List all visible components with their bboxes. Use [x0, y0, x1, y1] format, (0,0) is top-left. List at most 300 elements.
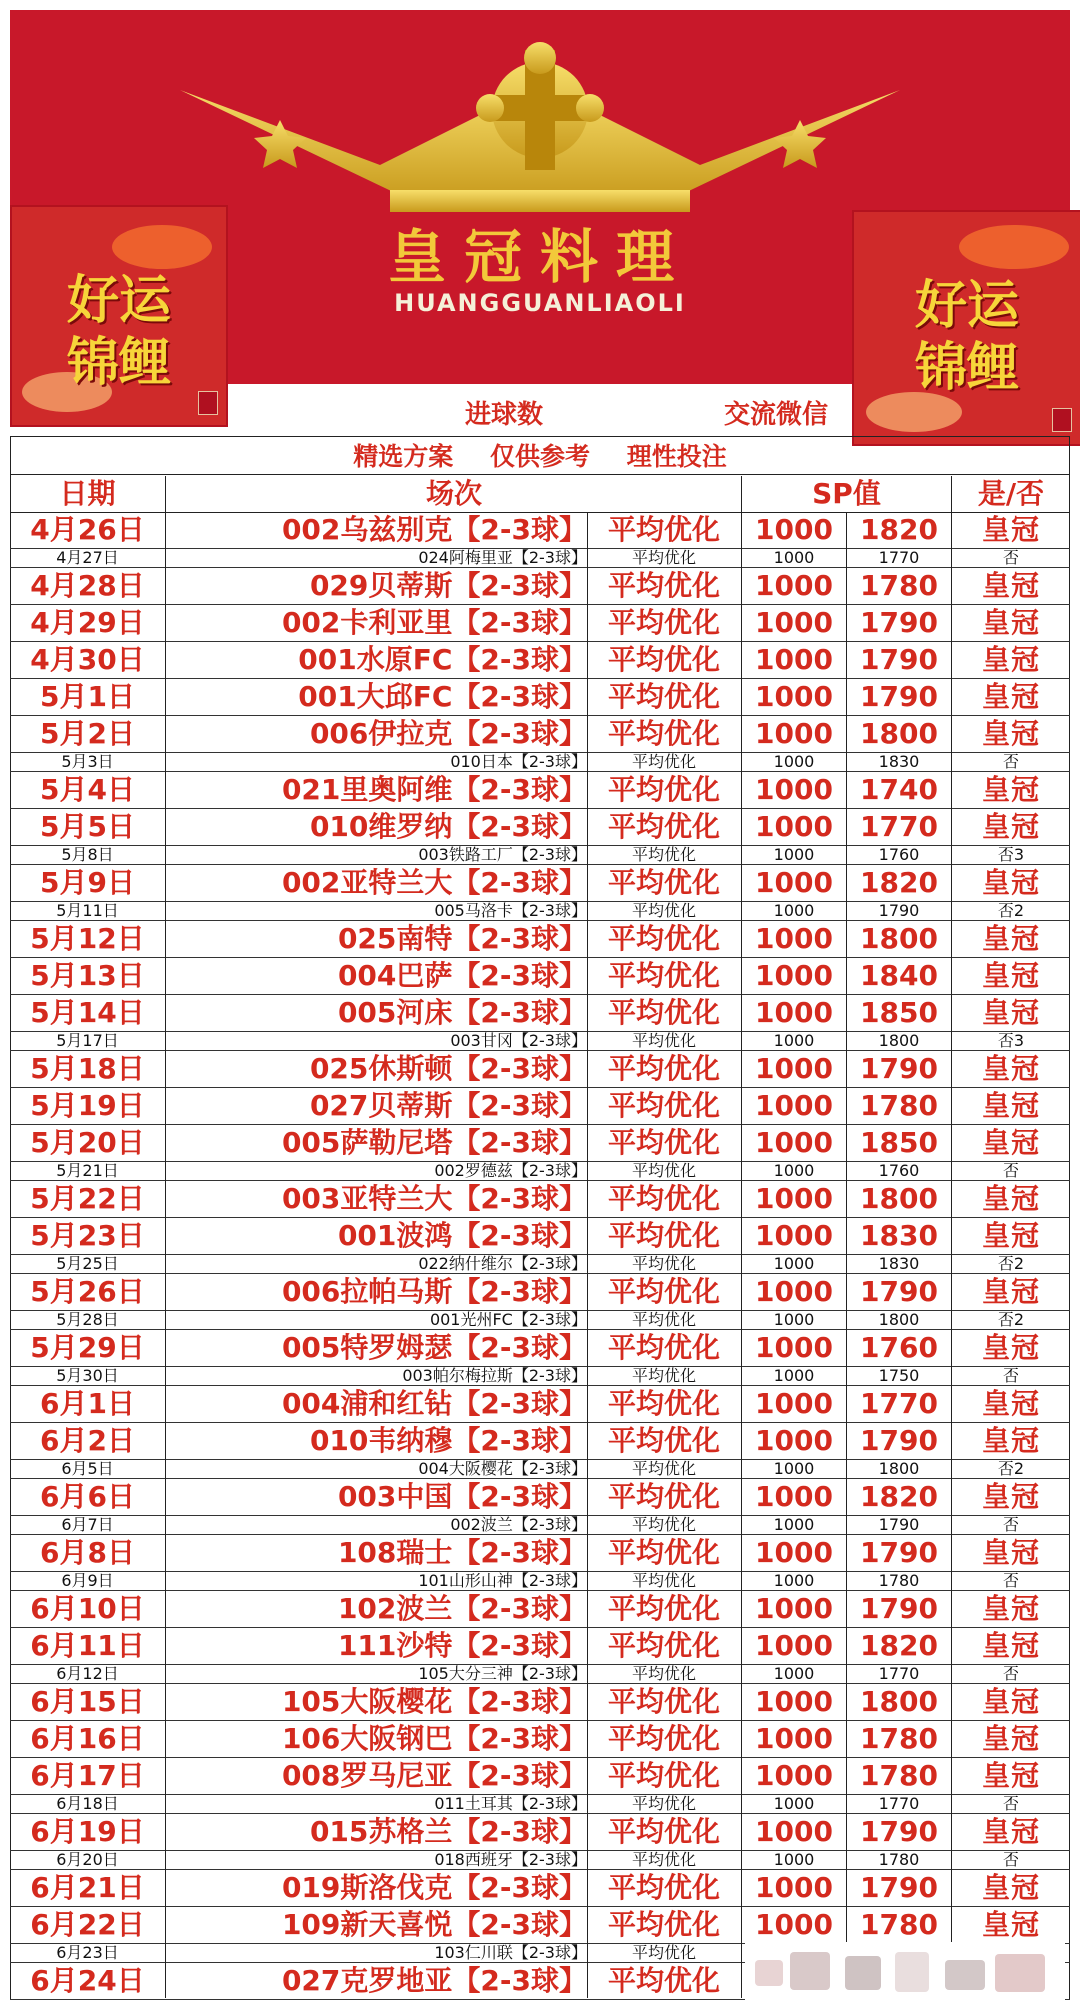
- row-date: 4月28日: [30, 569, 145, 602]
- row-optimization: 平均优化: [607, 1126, 720, 1159]
- row-sp-stake: 1000: [755, 643, 833, 676]
- row-result: 皇冠: [981, 773, 1040, 806]
- row-result: 否: [1002, 1571, 1019, 1590]
- badge-line1: 好运: [914, 275, 1019, 336]
- row-match: 005特罗姆瑟【2-3球】: [281, 1331, 587, 1364]
- row-result: 否: [1002, 1366, 1019, 1385]
- row-date: 5月19日: [30, 1089, 145, 1122]
- row-sp-stake: 1000: [755, 513, 833, 546]
- row-result: 皇冠: [981, 513, 1040, 546]
- table-row: [10, 1218, 1070, 1255]
- row-optimization: 平均优化: [607, 1480, 720, 1513]
- table-row: [10, 1460, 1070, 1479]
- row-sp-return: 1840: [860, 959, 938, 992]
- row-sp-stake: 1000: [755, 1126, 833, 1159]
- row-sp-stake: 1000: [773, 845, 815, 864]
- table-header: [10, 476, 1070, 513]
- row-sp-stake: 1000: [755, 1424, 833, 1457]
- row-sp-return: 1800: [860, 1182, 938, 1215]
- row-date: 6月10日: [30, 1592, 145, 1625]
- row-date: 6月1日: [40, 1387, 135, 1420]
- row-sp-return: 1790: [860, 1871, 938, 1904]
- table-row: [10, 1535, 1070, 1572]
- row-sp-return: 1790: [860, 1052, 938, 1085]
- row-sp-stake: 1000: [755, 810, 833, 843]
- row-match: 005萨勒尼塔【2-3球】: [281, 1126, 587, 1159]
- row-date: 6月7日: [61, 1515, 114, 1534]
- crown-logo-icon: [160, 40, 920, 215]
- row-match: 005马洛卡【2-3球】: [434, 901, 587, 920]
- row-date: 6月16日: [30, 1722, 145, 1755]
- row-optimization: 平均优化: [607, 569, 720, 602]
- row-match: 002乌兹别克【2-3球】: [281, 513, 587, 546]
- row-optimization: 平均优化: [607, 1387, 720, 1420]
- row-date: 5月23日: [30, 1219, 145, 1252]
- row-sp-return: 1800: [860, 1685, 938, 1718]
- row-match: 004浦和红钻【2-3球】: [281, 1387, 587, 1420]
- seal-stamp-icon: [1052, 408, 1072, 432]
- tagline: [10, 440, 1070, 474]
- row-sp-stake: 1000: [773, 1571, 815, 1590]
- row-optimization: 平均优化: [631, 1794, 696, 1813]
- row-result: 皇冠: [981, 606, 1040, 639]
- row-optimization: 平均优化: [607, 959, 720, 992]
- row-date: 5月22日: [30, 1182, 145, 1215]
- row-sp-stake: 1000: [755, 680, 833, 713]
- row-result: 皇冠: [981, 1052, 1040, 1085]
- row-result: 否3: [997, 845, 1025, 864]
- row-optimization: 平均优化: [631, 752, 696, 771]
- row-sp-return: 1790: [860, 1275, 938, 1308]
- row-sp-stake: 1000: [755, 1275, 833, 1308]
- row-date: 5月5日: [40, 810, 135, 843]
- row-result: 皇冠: [981, 1536, 1040, 1569]
- row-optimization: 平均优化: [607, 1219, 720, 1252]
- row-optimization: 平均优化: [607, 680, 720, 713]
- row-date: 6月11日: [30, 1629, 145, 1662]
- badge-line1: 好运: [66, 270, 171, 331]
- tagline-item: 精选方案: [353, 442, 454, 471]
- row-date: 5月1日: [40, 680, 135, 713]
- row-match: 005河床【2-3球】: [337, 996, 587, 1029]
- row-date: 6月21日: [30, 1871, 145, 1904]
- row-sp-return: 1820: [860, 1629, 938, 1662]
- row-sp-return: 1820: [860, 513, 938, 546]
- blur-block: [845, 1956, 881, 1990]
- row-sp-stake: 1000: [755, 1536, 833, 1569]
- row-date: 5月30日: [56, 1366, 119, 1385]
- row-sp-return: 1820: [860, 1480, 938, 1513]
- row-sp-return: 1780: [860, 1908, 938, 1941]
- row-date: 5月12日: [30, 922, 145, 955]
- row-match: 105大阪樱花【2-3球】: [281, 1685, 587, 1718]
- row-optimization: 平均优化: [607, 1629, 720, 1662]
- row-match: 004巴萨【2-3球】: [337, 959, 587, 992]
- row-match: 003帕尔梅拉斯【2-3球】: [402, 1366, 587, 1385]
- row-sp-stake: 1000: [773, 548, 815, 567]
- row-sp-return: 1800: [860, 717, 938, 750]
- row-date: 6月17日: [30, 1759, 145, 1792]
- row-sp-return: 1800: [878, 1310, 920, 1329]
- row-match: 108瑞士【2-3球】: [337, 1536, 587, 1569]
- row-sp-return: 1780: [878, 1571, 920, 1590]
- blur-block: [995, 1954, 1045, 1992]
- row-match: 101山形山神【2-3球】: [418, 1571, 587, 1590]
- row-sp-return: 1780: [860, 1722, 938, 1755]
- row-sp-return: 1850: [860, 1126, 938, 1159]
- row-sp-return: 1850: [860, 996, 938, 1029]
- header-date: 日期: [59, 477, 116, 510]
- row-date: 4月30日: [30, 643, 145, 676]
- row-sp-return: 1790: [878, 901, 920, 920]
- row-optimization: 平均优化: [631, 1161, 696, 1180]
- row-match: 010维罗纳【2-3球】: [309, 810, 587, 843]
- row-date: 6月22日: [30, 1908, 145, 1941]
- row-sp-stake: 1000: [773, 752, 815, 771]
- row-result: 否3: [997, 1031, 1025, 1050]
- row-sp-stake: 1000: [755, 1722, 833, 1755]
- table-row: [10, 809, 1070, 846]
- table-row: [10, 568, 1070, 605]
- table-row: [10, 1479, 1070, 1516]
- row-match: 003亚特兰大【2-3球】: [281, 1182, 587, 1215]
- table-row: [10, 549, 1070, 568]
- row-match: 008罗马尼亚【2-3球】: [281, 1759, 587, 1792]
- row-match: 022纳什维尔【2-3球】: [418, 1254, 587, 1273]
- row-optimization: 平均优化: [607, 1592, 720, 1625]
- row-date: 5月17日: [56, 1031, 119, 1050]
- row-date: 5月21日: [56, 1161, 119, 1180]
- row-date: 5月13日: [30, 959, 145, 992]
- header-match: 场次: [425, 477, 482, 510]
- contact-label: 交流微信: [724, 400, 829, 430]
- row-optimization: 平均优化: [631, 1031, 696, 1050]
- blur-block: [945, 1960, 985, 1990]
- row-sp-stake: 1000: [755, 1219, 833, 1252]
- row-sp-return: 1800: [878, 1031, 920, 1050]
- row-result: 皇冠: [981, 1424, 1040, 1457]
- row-match: 027贝蒂斯【2-3球】: [309, 1089, 587, 1122]
- row-result: 否: [1002, 1794, 1019, 1813]
- row-optimization: 平均优化: [607, 1964, 720, 1997]
- row-optimization: 平均优化: [607, 1331, 720, 1364]
- row-sp-stake: 1000: [755, 606, 833, 639]
- row-sp-return: 1790: [878, 1515, 920, 1534]
- row-match: 018西班牙【2-3球】: [434, 1850, 587, 1869]
- row-sp-return: 1790: [860, 1592, 938, 1625]
- row-sp-stake: 1000: [773, 1664, 815, 1683]
- row-match: 001波鸿【2-3球】: [337, 1219, 587, 1252]
- table-row: [10, 958, 1070, 995]
- row-optimization: 平均优化: [607, 922, 720, 955]
- row-date: 6月9日: [61, 1571, 114, 1590]
- row-result: 皇冠: [981, 959, 1040, 992]
- row-sp-stake: 1000: [755, 959, 833, 992]
- divider: [587, 512, 588, 1998]
- row-result: 皇冠: [981, 1908, 1040, 1941]
- row-result: 皇冠: [981, 866, 1040, 899]
- row-match: 003铁路工厂【2-3球】: [418, 845, 587, 864]
- row-sp-return: 1830: [878, 1254, 920, 1273]
- table-row: [10, 1255, 1070, 1274]
- row-sp-stake: 1000: [773, 901, 815, 920]
- badge-line2: 锦鲤: [66, 332, 171, 393]
- table-row: [10, 1758, 1070, 1795]
- row-sp-return: 1770: [878, 548, 920, 567]
- row-match: 010韦纳穆【2-3球】: [309, 1424, 587, 1457]
- row-match: 025南特【2-3球】: [337, 922, 587, 955]
- table-row: [10, 1628, 1070, 1665]
- row-sp-return: 1770: [860, 1387, 938, 1420]
- tagline-item: 理性投注: [626, 442, 727, 471]
- table-row: [10, 865, 1070, 902]
- row-optimization: 平均优化: [607, 866, 720, 899]
- row-result: 否: [1002, 1515, 1019, 1534]
- row-result: 否: [1002, 1664, 1019, 1683]
- row-result: 皇冠: [981, 1871, 1040, 1904]
- row-match: 006拉帕马斯【2-3球】: [281, 1275, 587, 1308]
- row-optimization: 平均优化: [607, 643, 720, 676]
- row-result: 皇冠: [981, 1685, 1040, 1718]
- row-sp-stake: 1000: [773, 1161, 815, 1180]
- row-date: 5月28日: [56, 1310, 119, 1329]
- row-sp-stake: 1000: [755, 717, 833, 750]
- table-row: [10, 921, 1070, 958]
- divider: [741, 476, 742, 1998]
- row-match: 111沙特【2-3球】: [337, 1629, 587, 1662]
- row-optimization: 平均优化: [607, 1424, 720, 1457]
- table-row: [10, 1162, 1070, 1181]
- row-match: 106大阪钢巴【2-3球】: [281, 1722, 587, 1755]
- row-sp-return: 1790: [860, 1536, 938, 1569]
- row-optimization: 平均优化: [607, 810, 720, 843]
- row-match: 006伊拉克【2-3球】: [309, 717, 587, 750]
- results-table: [10, 512, 1070, 2000]
- badge-line2: 锦鲤: [914, 337, 1019, 398]
- row-match: 029贝蒂斯【2-3球】: [309, 569, 587, 602]
- seal-stamp-icon: [198, 391, 218, 415]
- row-optimization: 平均优化: [631, 1254, 696, 1273]
- row-sp-return: 1830: [860, 1219, 938, 1252]
- row-match: 004大阪樱花【2-3球】: [418, 1459, 587, 1478]
- row-sp-stake: 1000: [755, 1871, 833, 1904]
- row-date: 4月29日: [30, 606, 145, 639]
- row-date: 6月12日: [56, 1664, 119, 1683]
- table-row: [10, 995, 1070, 1032]
- row-match: 002卡利亚里【2-3球】: [281, 606, 587, 639]
- row-optimization: 平均优化: [631, 1515, 696, 1534]
- row-match: 027克罗地亚【2-3球】: [281, 1964, 587, 1997]
- row-sp-return: 1740: [860, 773, 938, 806]
- row-sp-stake: 1000: [755, 1387, 833, 1420]
- row-sp-return: 1790: [860, 680, 938, 713]
- row-optimization: 平均优化: [631, 845, 696, 864]
- row-sp-stake: 1000: [773, 1031, 815, 1050]
- row-result: 否: [1002, 548, 1019, 567]
- row-date: 5月29日: [30, 1331, 145, 1364]
- row-date: 6月8日: [40, 1536, 135, 1569]
- row-sp-return: 1750: [878, 1366, 920, 1385]
- row-result: 否2: [997, 1459, 1025, 1478]
- row-sp-return: 1830: [878, 752, 920, 771]
- row-sp-return: 1820: [860, 866, 938, 899]
- table-row: [10, 1386, 1070, 1423]
- row-match: 002波兰【2-3球】: [450, 1515, 587, 1534]
- row-sp-stake: 1000: [773, 1794, 815, 1813]
- row-optimization: 平均优化: [631, 1310, 696, 1329]
- row-sp-return: 1760: [878, 845, 920, 864]
- row-sp-return: 1790: [860, 606, 938, 639]
- row-sp-return: 1760: [860, 1331, 938, 1364]
- row-sp-stake: 1000: [773, 1366, 815, 1385]
- row-optimization: 平均优化: [607, 1536, 720, 1569]
- row-sp-stake: 1000: [755, 866, 833, 899]
- row-sp-stake: 1000: [755, 1815, 833, 1848]
- row-result: 否2: [997, 901, 1025, 920]
- row-result: 皇冠: [981, 922, 1040, 955]
- row-optimization: 平均优化: [631, 1850, 696, 1869]
- row-date: 6月24日: [30, 1964, 145, 1997]
- row-date: 6月23日: [56, 1943, 119, 1962]
- row-sp-stake: 1000: [755, 922, 833, 955]
- table-row: [10, 1051, 1070, 1088]
- table-row: [10, 1665, 1070, 1684]
- row-result: 皇冠: [981, 1480, 1040, 1513]
- table-row: [10, 1572, 1070, 1591]
- row-optimization: 平均优化: [631, 1943, 696, 1962]
- table-row: [10, 1274, 1070, 1311]
- row-optimization: 平均优化: [631, 1366, 696, 1385]
- row-sp-stake: 1000: [773, 1459, 815, 1478]
- row-date: 5月4日: [40, 773, 135, 806]
- table-row: [10, 1330, 1070, 1367]
- row-sp-stake: 1000: [773, 1850, 815, 1869]
- row-match: 025休斯顿【2-3球】: [309, 1052, 587, 1085]
- row-date: 6月2日: [40, 1424, 135, 1457]
- row-sp-stake: 1000: [755, 1592, 833, 1625]
- row-date: 6月6日: [40, 1480, 135, 1513]
- row-result: 皇冠: [981, 1089, 1040, 1122]
- row-sp-stake: 1000: [755, 1089, 833, 1122]
- tagline-item: 仅供参考: [489, 442, 590, 471]
- row-sp-return: 1800: [860, 922, 938, 955]
- row-result: 皇冠: [981, 643, 1040, 676]
- row-result: 皇冠: [981, 810, 1040, 843]
- row-date: 5月11日: [56, 901, 119, 920]
- row-sp-stake: 1000: [755, 1629, 833, 1662]
- row-result: 皇冠: [981, 1722, 1040, 1755]
- header-result: 是/否: [977, 477, 1045, 510]
- blurred-watermark: [745, 1942, 1065, 2000]
- row-optimization: 平均优化: [607, 1685, 720, 1718]
- row-date: 6月5日: [61, 1459, 114, 1478]
- divider: [846, 512, 847, 1998]
- row-optimization: 平均优化: [607, 1089, 720, 1122]
- row-date: 4月27日: [56, 548, 119, 567]
- divider: [951, 476, 952, 1998]
- row-result: 皇冠: [981, 569, 1040, 602]
- lucky-koi-badge-right: [852, 210, 1080, 446]
- row-date: 4月26日: [30, 513, 145, 546]
- row-result: 皇冠: [981, 1331, 1040, 1364]
- row-match: 024阿梅里亚【2-3球】: [418, 548, 587, 567]
- row-result: 否: [1002, 752, 1019, 771]
- row-date: 5月26日: [30, 1275, 145, 1308]
- row-sp-stake: 1000: [755, 1052, 833, 1085]
- row-date: 5月8日: [61, 845, 114, 864]
- row-match: 002罗德兹【2-3球】: [434, 1161, 587, 1180]
- row-match: 001水原FC【2-3球】: [298, 643, 587, 676]
- row-result: 皇冠: [981, 1592, 1040, 1625]
- row-sp-return: 1790: [860, 1815, 938, 1848]
- row-date: 6月18日: [56, 1794, 119, 1813]
- row-match: 015苏格兰【2-3球】: [309, 1815, 587, 1848]
- divider: [165, 476, 166, 1998]
- table-row: [10, 902, 1070, 921]
- table-row: [10, 772, 1070, 809]
- blur-block: [755, 1960, 783, 1986]
- row-match: 010日本【2-3球】: [450, 752, 587, 771]
- row-sp-stake: 1000: [755, 1480, 833, 1513]
- table-row: [10, 642, 1070, 679]
- table-row: [10, 1423, 1070, 1460]
- row-match: 001光州FC【2-3球】: [429, 1310, 587, 1329]
- row-result: 皇冠: [981, 717, 1040, 750]
- blur-block: [790, 1952, 830, 1990]
- table-row: [10, 1032, 1070, 1051]
- lucky-koi-badge-left: [10, 205, 228, 427]
- row-sp-return: 1790: [860, 1424, 938, 1457]
- table-row: [10, 716, 1070, 753]
- row-date: 5月14日: [30, 996, 145, 1029]
- row-sp-stake: 1000: [755, 1759, 833, 1792]
- row-match: 109新天喜悦【2-3球】: [281, 1908, 587, 1941]
- row-sp-return: 1800: [878, 1459, 920, 1478]
- row-optimization: 平均优化: [607, 1722, 720, 1755]
- table-row: [10, 512, 1070, 549]
- row-date: 5月18日: [30, 1052, 145, 1085]
- table-row: [10, 605, 1070, 642]
- table-row: [10, 679, 1070, 716]
- row-sp-return: 1790: [860, 643, 938, 676]
- row-date: 5月9日: [40, 866, 135, 899]
- goals-label: 进球数: [465, 400, 544, 430]
- row-match: 003甘冈【2-3球】: [450, 1031, 587, 1050]
- row-sp-stake: 1000: [773, 1310, 815, 1329]
- row-result: 否2: [997, 1310, 1025, 1329]
- row-date: 6月15日: [30, 1685, 145, 1718]
- row-match: 003中国【2-3球】: [337, 1480, 587, 1513]
- row-optimization: 平均优化: [607, 1871, 720, 1904]
- row-sp-return: 1780: [860, 1759, 938, 1792]
- table-row: [10, 1684, 1070, 1721]
- row-sp-return: 1770: [878, 1794, 920, 1813]
- row-result: 皇冠: [981, 1629, 1040, 1662]
- table-row: [10, 1181, 1070, 1218]
- row-sp-return: 1770: [860, 810, 938, 843]
- row-match: 011土耳其【2-3球】: [434, 1794, 587, 1813]
- row-result: 否2: [997, 1254, 1025, 1273]
- row-result: 皇冠: [981, 680, 1040, 713]
- row-result: 皇冠: [981, 1275, 1040, 1308]
- table-row: [10, 1088, 1070, 1125]
- table-row: [10, 1367, 1070, 1386]
- row-sp-stake: 1000: [755, 1908, 833, 1941]
- table-row: [10, 846, 1070, 865]
- row-optimization: 平均优化: [607, 1815, 720, 1848]
- row-optimization: 平均优化: [631, 1571, 696, 1590]
- header-sp: SP值: [812, 477, 881, 510]
